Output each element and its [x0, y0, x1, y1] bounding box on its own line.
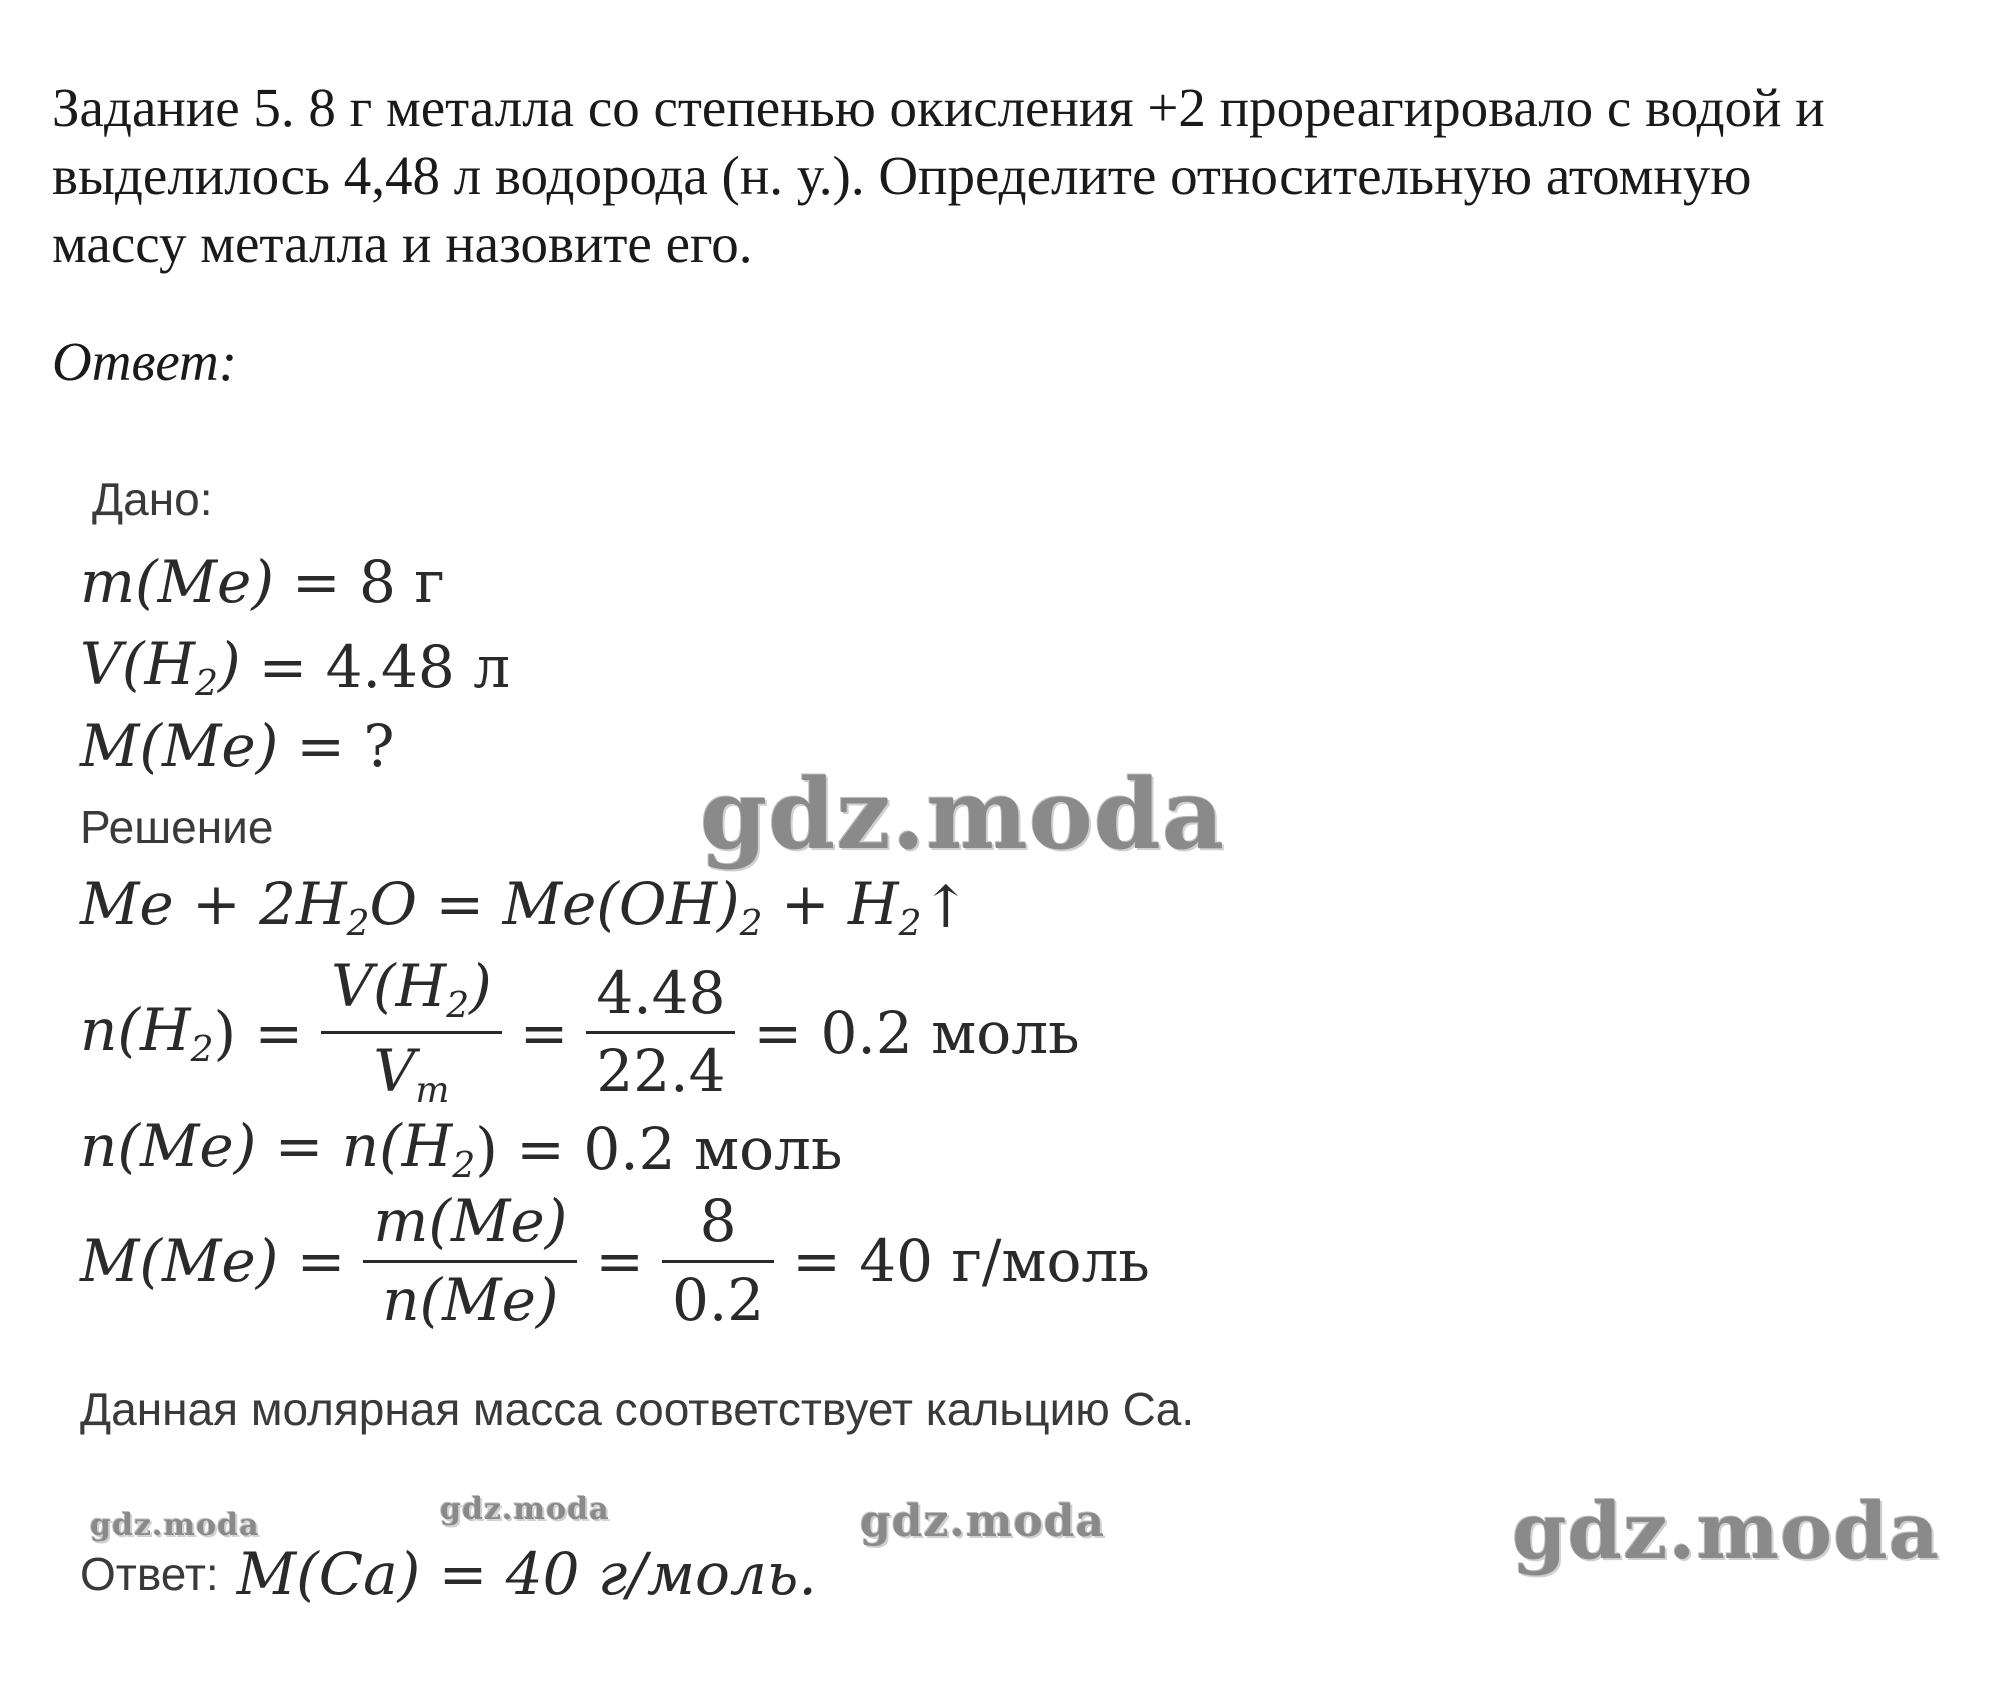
reaction-part-2: O = Me(OH): [369, 870, 740, 938]
n-me-sub: 2: [452, 1144, 476, 1186]
frac-numeric-den: 22.4: [596, 1037, 726, 1106]
up-arrow-icon: ↑: [921, 872, 971, 941]
n-h2-lhs-a: n(H: [80, 995, 191, 1064]
reaction-sub-1: 2: [346, 902, 370, 944]
n-me-equation: [80, 1112, 842, 1186]
frac-num-a: V(H: [331, 952, 447, 1020]
n-me-lhs: n(Me) = n(H: [80, 1112, 453, 1180]
given-volume-lhs-b: ): [217, 630, 241, 698]
reaction-part-3: + H: [762, 870, 899, 938]
watermark-logo-small-2: gdz.moda: [440, 1492, 610, 1527]
given-volume-lhs-a: V(H: [80, 630, 196, 698]
final-answer-label: Ответ:: [80, 1548, 219, 1600]
equals-sign: =: [595, 1227, 644, 1296]
equals-sign: =: [519, 998, 569, 1067]
frac-num-b: ): [469, 952, 492, 1020]
task-line-3: массу металла и назовите его.: [52, 213, 753, 274]
frac-8-num: 8: [699, 1187, 737, 1255]
n-h2-lhs-sub: 2: [190, 1028, 214, 1070]
fraction-8-over-02: [662, 1187, 774, 1334]
n-h2-lhs-b: ) =: [213, 998, 304, 1067]
reaction-equation: [80, 870, 970, 944]
reaction-sub-2: 2: [739, 902, 763, 944]
given-volume-rhs: = 4.48 л: [258, 632, 511, 701]
given-mass-lhs: m(Me): [80, 548, 274, 616]
reaction-part-1: Me + 2H: [80, 870, 347, 938]
m-me-equation: [80, 1187, 1150, 1334]
reaction-sub-3: 2: [898, 902, 922, 944]
answer-label: Ответ:: [52, 331, 238, 392]
given-molar: [80, 712, 395, 780]
frac-den-sub: m: [415, 1070, 450, 1112]
watermark-logo-right: gdz.moda: [1512, 1486, 1941, 1577]
task-line-1: Задание 5. 8 г металла со степенью окисления +2 прореагировало с водой и: [52, 77, 1825, 138]
given-molar-lhs: M(Me): [80, 712, 279, 780]
given-mass-rhs: = 8 г: [291, 548, 445, 616]
frac-den-a: V: [373, 1037, 416, 1106]
fraction-m-over-n: [363, 1187, 577, 1334]
given-label: Дано:: [92, 473, 213, 525]
given-mass: [80, 548, 445, 616]
frac-numeric-num: 4.48: [596, 958, 726, 1027]
given-molar-rhs: = ?: [296, 712, 395, 780]
watermark-logo-center: gdz.moda: [700, 758, 1226, 871]
fraction-numeric: [586, 958, 735, 1106]
solution-label: Решение: [80, 801, 274, 853]
given-volume: [80, 630, 510, 704]
frac-num-sub: 2: [446, 984, 470, 1026]
n-h2-equation: [80, 952, 1080, 1112]
frac-02-den: 0.2: [671, 1265, 765, 1334]
frac-m-den: n(Me): [382, 1265, 559, 1334]
watermark-logo-small-1: gdz.moda: [90, 1508, 260, 1543]
m-me-lhs: M(Me) =: [80, 1227, 346, 1296]
fraction-bar: [662, 1260, 774, 1263]
task-line-2: выделилось 4,48 л водорода (н. у.). Определите относительную атомную: [52, 145, 1752, 206]
fraction-v-over-vm: [321, 952, 502, 1112]
given-volume-sub: 2: [195, 662, 218, 704]
fraction-bar: [321, 1031, 502, 1034]
fraction-bar: [363, 1260, 577, 1263]
task-text: [52, 74, 2002, 278]
fraction-bar: [586, 1031, 735, 1034]
conclusion-text: Данная молярная масса соответствует кальцию Ca.: [80, 1383, 1195, 1435]
final-answer: [80, 1540, 817, 1608]
watermark-logo-small-3: gdz.moda: [860, 1496, 1106, 1547]
frac-m-num: m(Me): [373, 1187, 568, 1255]
n-h2-result: = 0.2 моль: [753, 998, 1080, 1067]
final-answer-math: M(Ca) = 40 г/моль.: [236, 1540, 817, 1608]
m-me-result: = 40 г/моль: [792, 1227, 1150, 1296]
n-me-rhs: ) = 0.2 моль: [475, 1114, 843, 1183]
